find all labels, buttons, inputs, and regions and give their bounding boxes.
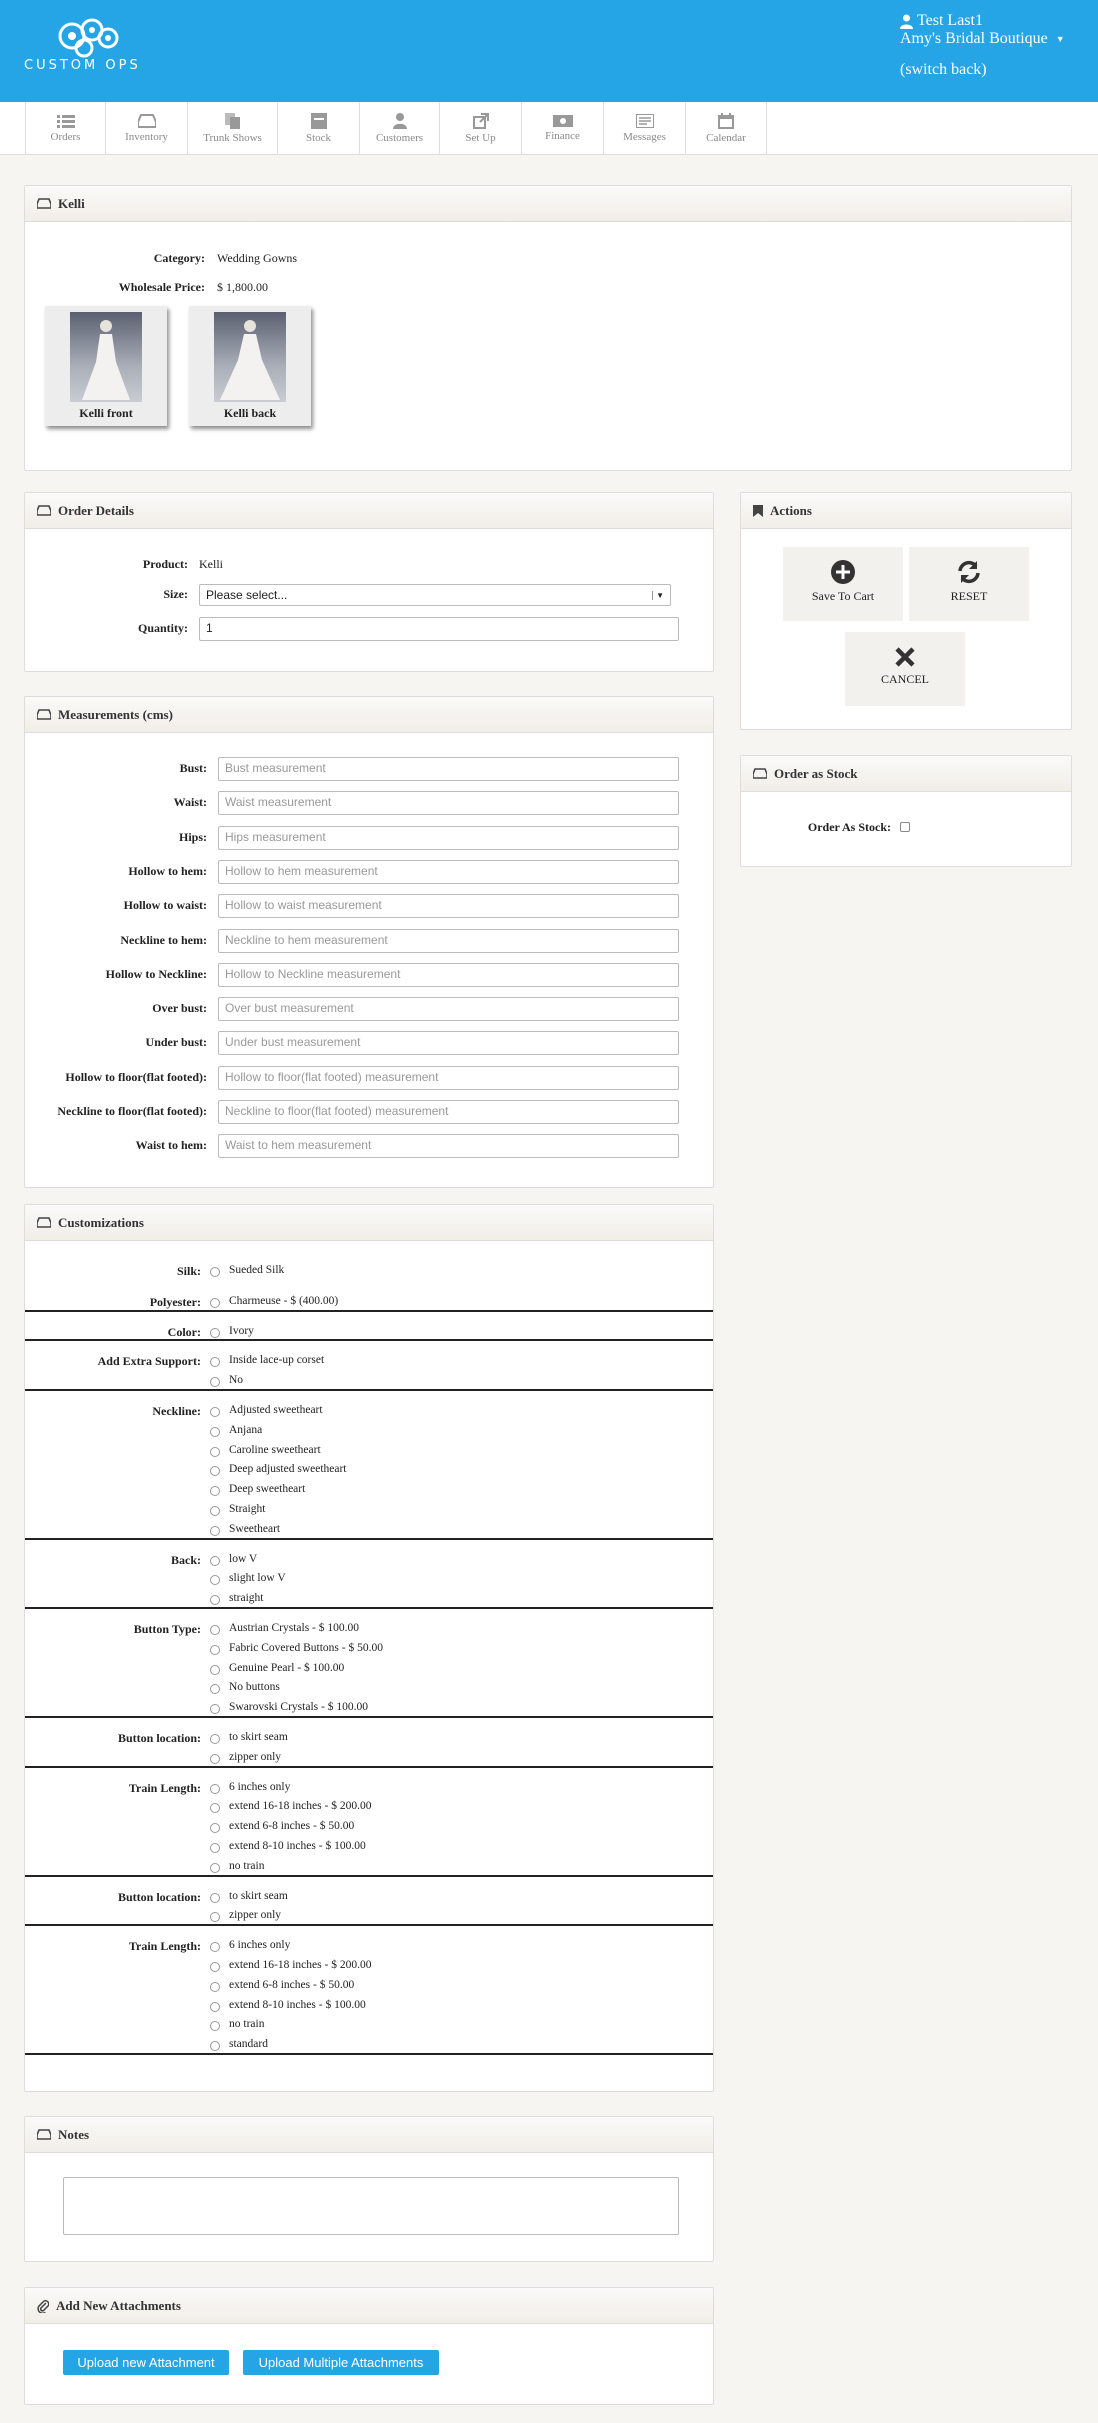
quantity-input[interactable]: 1 [199, 617, 679, 641]
size-select[interactable] [199, 584, 671, 606]
nav-inventory[interactable] [105, 102, 187, 155]
measurement-input[interactable]: Hollow to Neckline measurement [218, 963, 679, 987]
nav-label: Finance [545, 130, 580, 142]
notes-textarea[interactable] [63, 2177, 679, 2235]
dress-photo [70, 312, 142, 402]
radio-button[interactable] [210, 1595, 220, 1605]
inbox-icon [37, 2129, 51, 2140]
measurement-label: Bust: [179, 761, 207, 775]
radio-option-label[interactable]: zipper only [229, 1909, 282, 1922]
measurement-label: Hollow to Neckline: [105, 967, 207, 981]
radio-button[interactable] [210, 1328, 220, 1338]
group-divider [25, 1924, 713, 1926]
measurement-input[interactable]: Hollow to hem measurement [218, 860, 679, 884]
size-label: Size: [163, 587, 188, 601]
radio-button[interactable] [210, 1912, 220, 1922]
size-select-value: Please select... [206, 588, 288, 602]
measurement-input[interactable]: Bust measurement [218, 757, 679, 781]
customization-label: Back: [171, 1552, 201, 1567]
group-divider [25, 1607, 713, 1609]
inbox-icon [37, 709, 51, 720]
measurement-label: Hollow to waist: [123, 898, 207, 912]
product-panel-header [25, 186, 1071, 222]
radio-button[interactable] [210, 1734, 220, 1744]
attachments-panel [24, 2287, 714, 2405]
group-divider [25, 1310, 713, 1312]
radio-option-label[interactable]: 6 inches only [229, 1939, 291, 1952]
measurement-label: Waist to hem: [135, 1138, 207, 1152]
product-image-back[interactable] [189, 306, 311, 426]
radio-option-label[interactable]: Charmeuse - $ (400.00) [229, 1294, 339, 1307]
radio-button[interactable] [210, 1556, 220, 1566]
radio-button[interactable] [210, 1625, 220, 1635]
radio-option-label[interactable]: No buttons [229, 1681, 280, 1694]
radio-option-label[interactable]: to skirt seam [229, 1731, 288, 1743]
radio-button[interactable] [210, 1377, 220, 1387]
group-divider [25, 1716, 713, 1718]
order-as-stock-title: Order as Stock [774, 765, 858, 781]
inbox-icon [138, 114, 156, 128]
reset-button[interactable] [909, 547, 1029, 621]
nav-trunk-shows[interactable] [187, 102, 277, 155]
radio-option-label[interactable]: Anjana [229, 1423, 263, 1436]
measurement-label: Hips: [178, 830, 207, 844]
paperclip-icon [37, 2299, 49, 2313]
order-details-header [25, 493, 713, 529]
radio-option-label[interactable]: straight [229, 1592, 264, 1605]
measurement-input[interactable]: Hips measurement [218, 826, 679, 850]
user-name: Test Last1 [917, 12, 983, 29]
actions-header [741, 493, 1071, 529]
radio-option-label[interactable]: Sweetheart [229, 1522, 281, 1535]
radio-button[interactable] [210, 1982, 220, 1992]
bookmark-icon [753, 505, 763, 517]
customization-label: Add Extra Support: [97, 1354, 201, 1369]
customization-label: Train Length: [128, 1939, 201, 1954]
image-caption: Kelli front [79, 406, 133, 420]
user-menu[interactable] [900, 12, 1065, 79]
customization-label: Button Type: [133, 1622, 201, 1636]
measurement-label: Under bust: [145, 1035, 207, 1049]
radio-button[interactable] [210, 1665, 220, 1675]
store-name: Amy's Bridal Boutique [900, 30, 1048, 47]
radio-button[interactable] [210, 1823, 220, 1833]
archive-icon [311, 113, 327, 129]
nav-label: Orders [50, 131, 81, 143]
measurement-label: Hollow to hem: [128, 864, 207, 878]
nav-finance[interactable] [521, 102, 603, 155]
radio-option-label[interactable]: Genuine Pearl - $ 100.00 [229, 1661, 345, 1674]
radio-button[interactable] [210, 1447, 220, 1457]
radio-button[interactable] [210, 1357, 220, 1367]
group-divider [25, 1875, 713, 1877]
nav-label: Messages [623, 131, 666, 143]
measurement-input[interactable]: Waist to hem measurement [218, 1134, 679, 1158]
customizations-panel [24, 1204, 714, 2092]
calendar-icon [718, 113, 734, 129]
radio-button[interactable] [210, 1407, 220, 1417]
product-title: Kelli [58, 195, 85, 211]
cancel-button[interactable] [845, 632, 965, 706]
radio-button[interactable] [210, 2021, 220, 2031]
customization-label: Neckline: [152, 1404, 201, 1418]
radio-button[interactable] [210, 2041, 220, 2051]
nav-orders[interactable] [25, 102, 105, 155]
inbox-icon [37, 198, 51, 209]
radio-button[interactable] [210, 1803, 220, 1813]
measurement-label: Neckline to floor(flat footed): [57, 1104, 207, 1118]
notes-panel [24, 2116, 714, 2262]
customization-label: Button location: [117, 1731, 201, 1745]
nav-label: Customers [375, 132, 424, 144]
chevron-down-icon: ▼ [1055, 34, 1065, 44]
customization-label: Button location: [117, 1889, 201, 1904]
radio-button[interactable] [210, 1575, 220, 1585]
order-as-stock-panel [740, 755, 1072, 867]
inbox-icon [37, 1217, 51, 1228]
customizations-header [25, 1205, 713, 1241]
message-icon [636, 114, 654, 128]
list-icon [57, 114, 75, 128]
radio-option-label[interactable]: Inside lace-up corset [229, 1354, 325, 1367]
radio-option-label[interactable]: Adjusted sweetheart [229, 1404, 323, 1416]
radio-option-label[interactable]: Sueded Silk [229, 1264, 285, 1276]
radio-option-label[interactable]: extend 6-8 inches - $ 50.00 [229, 1820, 355, 1833]
quantity-label: Quantity: [137, 621, 188, 635]
radio-button[interactable] [210, 1506, 220, 1516]
order-as-stock-checkbox[interactable] [900, 822, 910, 832]
customization-label: Silk: [176, 1264, 201, 1278]
money-icon [553, 115, 573, 127]
nav-label: Trunk Shows [203, 132, 262, 144]
nav-label: Inventory [125, 131, 168, 143]
radio-button[interactable] [210, 1942, 220, 1952]
radio-option-label[interactable]: Caroline sweetheart [229, 1443, 321, 1456]
radio-button[interactable] [210, 1704, 220, 1714]
order-as-stock-header [741, 756, 1071, 792]
select-arrow-icon: ▼ [652, 591, 664, 600]
product-label: Product: [142, 557, 188, 571]
save-label: Save To Cart [811, 589, 875, 603]
order-details-panel [24, 492, 714, 672]
radio-button[interactable] [210, 1843, 220, 1853]
radio-option-label[interactable]: Ivory [229, 1324, 254, 1337]
radio-button[interactable] [210, 1684, 220, 1694]
copy-icon [225, 113, 241, 129]
radio-button[interactable] [210, 1645, 220, 1655]
notes-header [25, 2117, 713, 2153]
radio-option-label[interactable]: low V [229, 1552, 258, 1565]
radio-button[interactable] [210, 1526, 220, 1536]
actions-panel [740, 492, 1072, 730]
inbox-icon [37, 505, 51, 516]
radio-option-label[interactable]: extend 16-18 inches - $ 200.00 [229, 1959, 372, 1971]
radio-button[interactable] [210, 1427, 220, 1437]
attachments-header [25, 2288, 713, 2324]
actions-title: Actions [770, 502, 812, 518]
category-label: Category: [153, 251, 205, 265]
radio-option-label[interactable]: slight low V [229, 1572, 286, 1585]
upload-attachment-button[interactable]: Upload new Attachment [63, 2350, 229, 2375]
image-caption: Kelli back [223, 406, 277, 420]
product-value: Kelli [199, 557, 223, 571]
nav-messages[interactable] [603, 102, 685, 155]
radio-button[interactable] [210, 1893, 220, 1903]
group-divider [25, 2053, 713, 2055]
nav-label: Set Up [465, 132, 496, 144]
product-panel [24, 185, 1072, 471]
nav-customers[interactable] [359, 102, 439, 155]
dress-photo [214, 312, 286, 402]
customization-label: Polyester: [149, 1294, 201, 1309]
plus-circle-icon [830, 559, 856, 585]
radio-option-label[interactable]: Fabric Covered Buttons - $ 50.00 [229, 1641, 383, 1654]
nav-set-up[interactable] [439, 102, 521, 155]
radio-option-label[interactable]: to skirt seam [229, 1889, 288, 1902]
notes-title: Notes [58, 2126, 90, 2142]
measurements-title: Measurements (cms) [58, 706, 173, 722]
radio-option-label[interactable]: no train [229, 2018, 265, 2031]
measurement-input[interactable]: Hollow to waist measurement [218, 894, 679, 918]
save-to-cart-button[interactable] [783, 547, 903, 621]
radio-button[interactable] [210, 1754, 220, 1764]
measurement-input[interactable]: Neckline to hem measurement [218, 929, 679, 953]
radio-button[interactable] [210, 1298, 220, 1308]
brand-logo[interactable] [22, 12, 142, 82]
customization-label: Color: [167, 1324, 201, 1339]
reset-label: RESET [950, 589, 988, 603]
measurement-label: Over bust: [152, 1001, 207, 1015]
group-divider [25, 1538, 713, 1540]
top-bar [0, 0, 1098, 102]
user-icon [900, 14, 913, 29]
radio-option-label[interactable]: extend 6-8 inches - $ 50.00 [229, 1978, 355, 1991]
nav-calendar[interactable] [685, 102, 767, 155]
radio-option-label[interactable]: 6 inches only [229, 1780, 291, 1793]
measurements-header [25, 697, 713, 733]
order-details-title: Order Details [58, 502, 134, 518]
radio-option-label[interactable]: Straight [229, 1503, 266, 1515]
radio-option-label[interactable]: zipper only [229, 1750, 282, 1763]
radio-option-label[interactable]: extend 8-10 inches - $ 100.00 [229, 1998, 366, 2011]
upload-multiple-button[interactable]: Upload Multiple Attachments [243, 2350, 439, 2375]
measurements-panel [24, 696, 714, 1188]
inbox-icon [753, 768, 767, 779]
price-label: Wholesale Price: [118, 280, 205, 294]
measurement-input[interactable]: Waist measurement [218, 791, 679, 815]
radio-button[interactable] [210, 1962, 220, 1972]
radio-option-label[interactable]: Deep adjusted sweetheart [229, 1463, 347, 1476]
measurement-input[interactable]: Over bust measurement [218, 997, 679, 1021]
refresh-icon [956, 559, 982, 585]
radio-button[interactable] [210, 1466, 220, 1476]
user-icon [393, 113, 407, 129]
order-as-stock-label: Order As Stock: [807, 820, 891, 834]
radio-button[interactable] [210, 1863, 220, 1873]
radio-button[interactable] [210, 2002, 220, 2012]
radio-option-label[interactable]: Swarovski Crystals - $ 100.00 [229, 1701, 368, 1714]
main-nav [0, 102, 1098, 155]
cancel-label: CANCEL [881, 672, 929, 686]
measurement-label: Hollow to floor(flat footed): [65, 1070, 207, 1084]
radio-button[interactable] [210, 1784, 220, 1794]
nav-label: Stock [305, 132, 332, 144]
radio-option-label[interactable]: Deep sweetheart [229, 1483, 306, 1496]
price-value: $ 1,800.00 [217, 280, 268, 294]
measurement-input[interactable]: Hollow to floor(flat footed) measurement [218, 1066, 679, 1090]
group-divider [25, 1339, 713, 1341]
close-icon [894, 646, 916, 668]
radio-option-label[interactable]: no train [229, 1859, 265, 1872]
radio-button[interactable] [210, 1267, 220, 1277]
brand-name: CUSTOM OPS [24, 58, 141, 73]
customization-label: Train Length: [128, 1780, 201, 1795]
product-image-front[interactable] [45, 306, 167, 426]
category-value: Wedding Gowns [217, 251, 298, 265]
measurement-label: Neckline to hem: [120, 933, 207, 947]
nav-label: Calendar [706, 132, 746, 144]
radio-option-label[interactable]: Austrian Crystals - $ 100.00 [229, 1622, 360, 1634]
radio-option-label[interactable]: standard [229, 2038, 268, 2051]
group-divider [25, 1766, 713, 1768]
gears-icon [50, 12, 130, 60]
customizations-title: Customizations [58, 1214, 144, 1230]
measurement-input[interactable]: Under bust measurement [218, 1031, 679, 1055]
nav-stock[interactable] [277, 102, 359, 155]
group-divider [25, 1389, 713, 1391]
external-link-icon [473, 113, 489, 129]
radio-option-label[interactable]: No [229, 1374, 244, 1387]
attachments-title: Add New Attachments [56, 2297, 181, 2313]
radio-option-label[interactable]: extend 8-10 inches - $ 100.00 [229, 1840, 366, 1852]
switch-back-link[interactable]: (switch back) [900, 61, 987, 78]
measurement-label: Waist: [173, 795, 207, 809]
radio-button[interactable] [210, 1486, 220, 1496]
measurement-input[interactable]: Neckline to floor(flat footed) measurement [218, 1100, 679, 1124]
radio-option-label[interactable]: extend 16-18 inches - $ 200.00 [229, 1800, 372, 1813]
